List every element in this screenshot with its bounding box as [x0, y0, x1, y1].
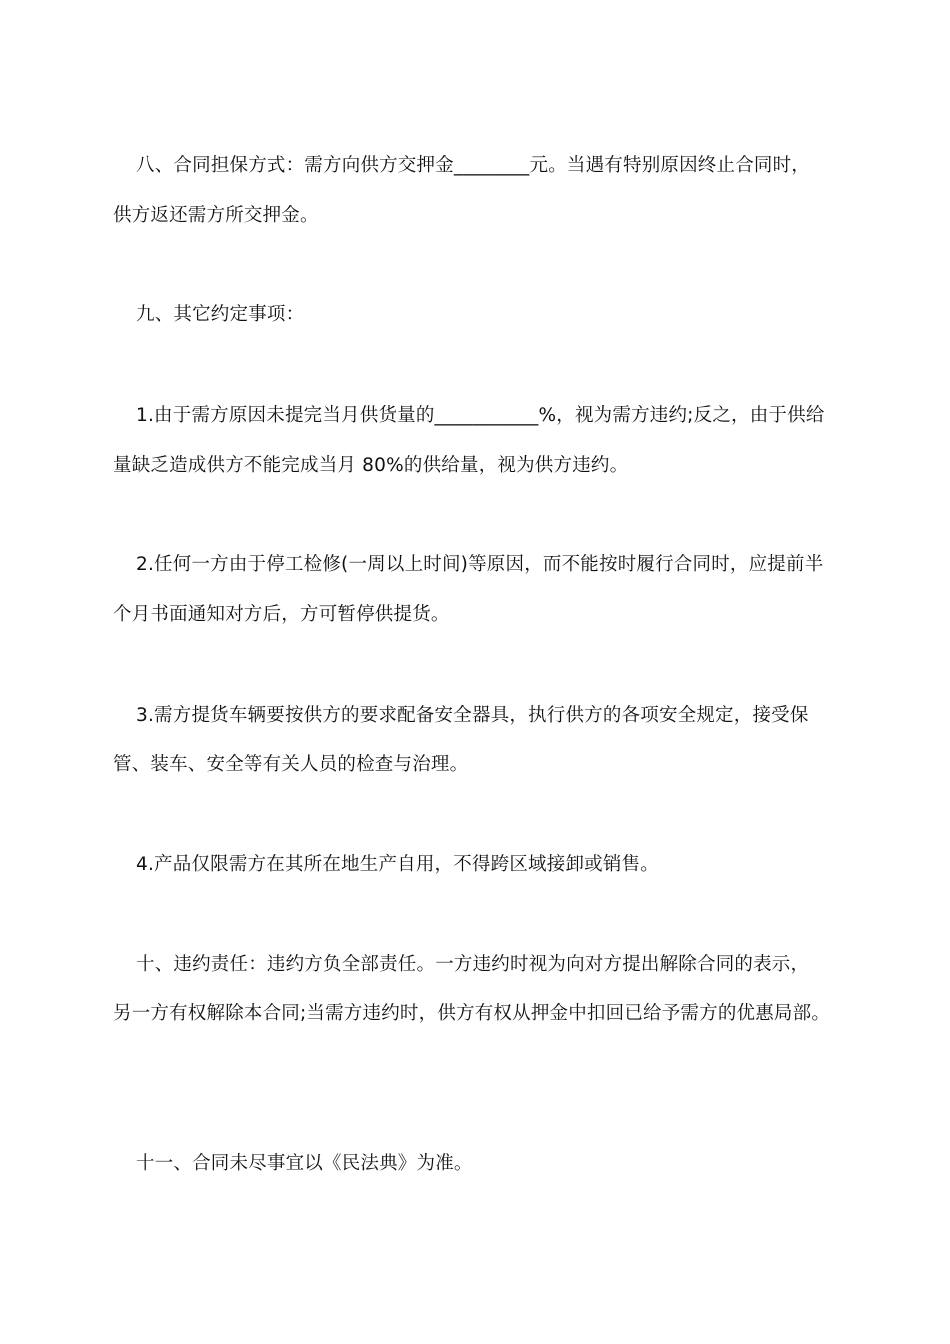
section9-item3-line1: 3.需方提货车辆要按供方的要求配备安全器具，执行供方的各项安全规定，接受保: [136, 705, 809, 726]
section9-item2-line1: 2.任何一方由于停工检修(一周以上时间)等原因，而不能按时履行合同时，应提前半: [136, 554, 824, 575]
section8-line1: 八、合同担保方式：需方向供方交押金________元。当遇有特别原因终止合同时，: [136, 155, 811, 176]
section9-item3-line2: 管、装车、安全等有关人员的检查与治理。: [113, 754, 469, 775]
section10-line1: 十、违约责任：违约方负全部责任。一方违约时视为向对方提出解除合同的表示，: [136, 954, 810, 975]
section9-item1-line2: 量缺乏造成供方不能完成当月 80%的供给量，视为供方违约。: [113, 455, 629, 476]
section9-item1-line1: 1.由于需方原因未提完当月供货量的___________%，视为需方违约;反之，由于供给: [136, 405, 825, 426]
section11-line1: 十一、合同未尽事宜以《民法典》为准。: [136, 1153, 473, 1174]
section9-item4-line1: 4.产品仅限需方在其所在地生产自用，不得跨区域接卸或销售。: [136, 854, 659, 875]
section8-line2: 供方返还需方所交押金。: [113, 205, 319, 226]
section10-line2: 另一方有权解除本合同;当需方违约时，供方有权从押金中扣回已给予需方的优惠局部。: [113, 1003, 831, 1024]
section9-heading: 九、其它约定事项：: [136, 304, 305, 325]
section9-item2-line2: 个月书面通知对方后，方可暂停供提货。: [113, 604, 450, 625]
